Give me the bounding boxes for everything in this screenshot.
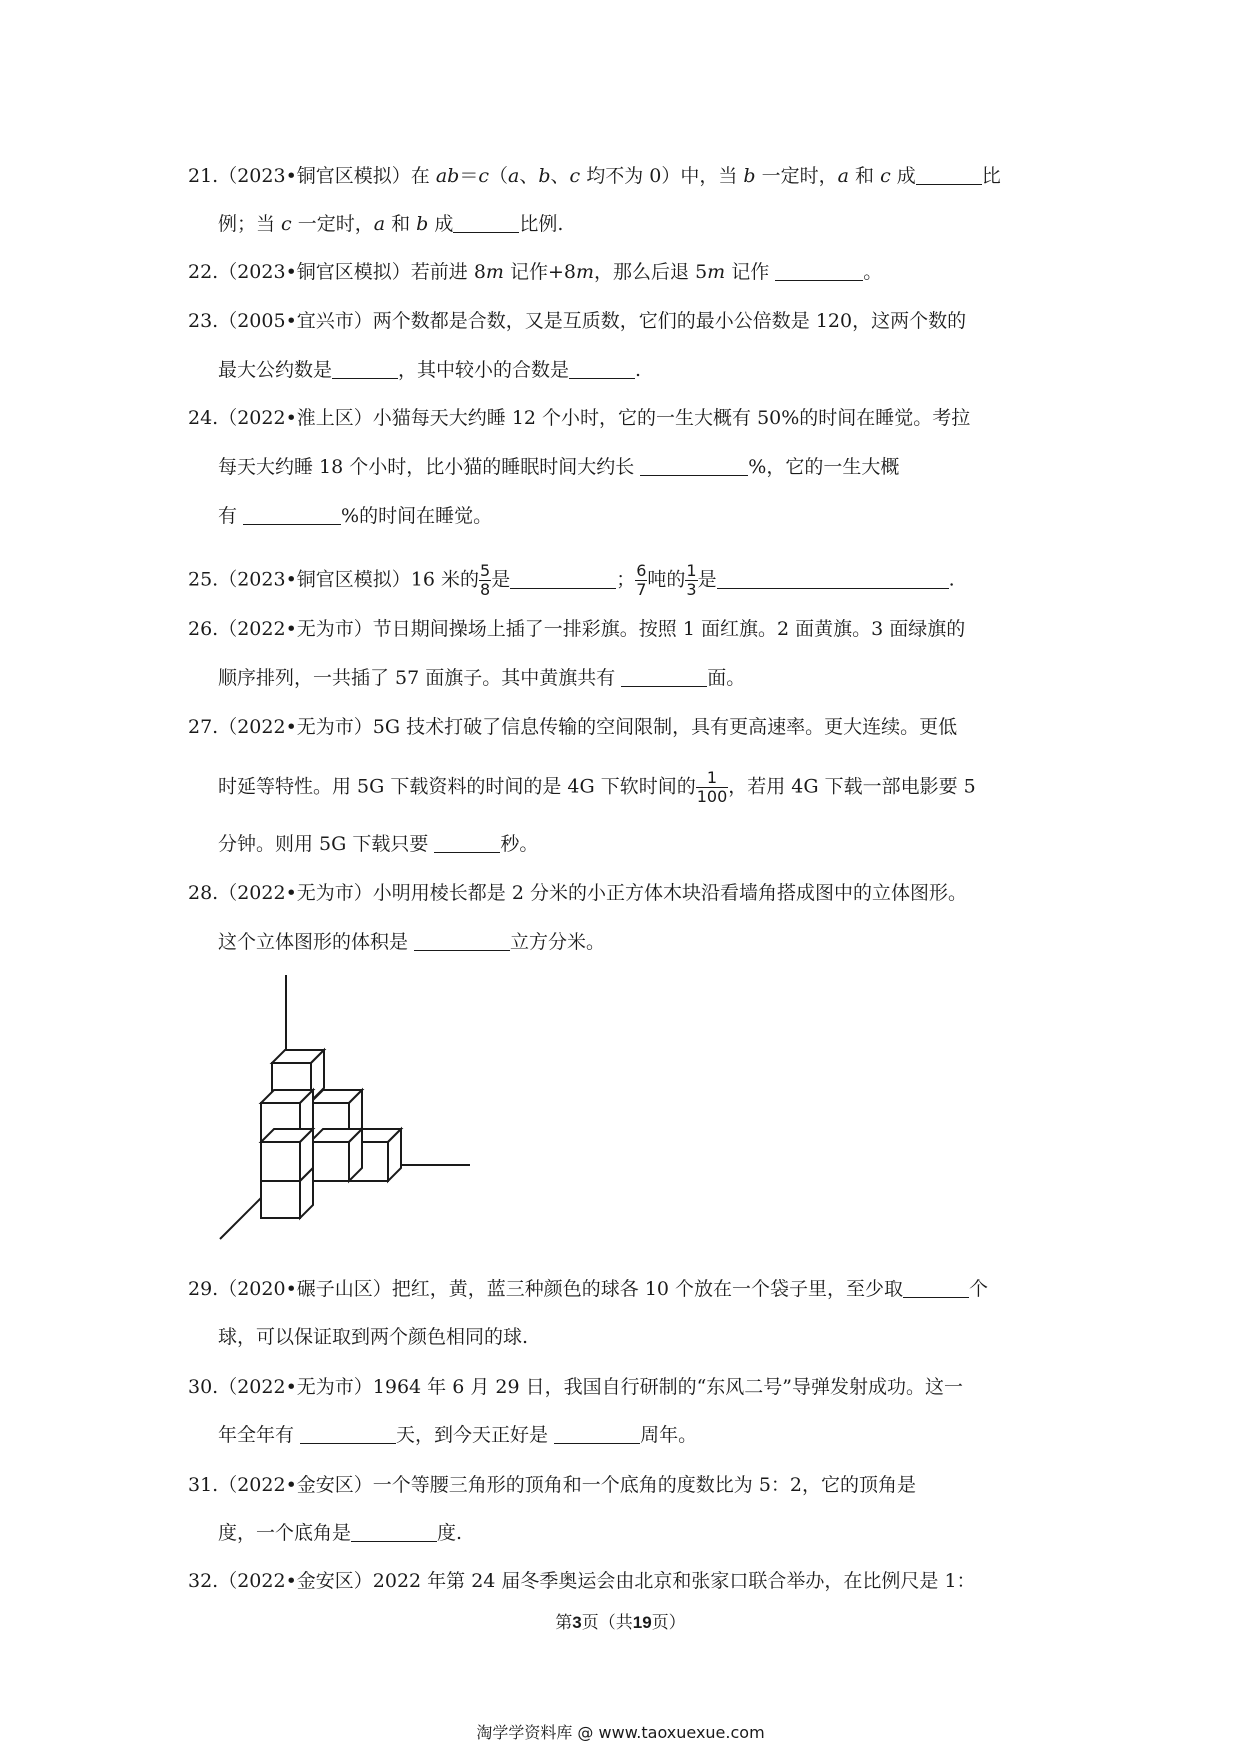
answer-blank[interactable] (351, 1521, 437, 1542)
question-22: 22.（2023•铜官区模拟）若前进 8m 记作+8m，那么后退 5m 记作 。 (188, 261, 883, 283)
answer-blank[interactable] (510, 568, 616, 589)
question-30-line-1: 30.（2022•无为市）1964 年 6 月 29 日，我国自行研制的“东风二号”导弹发射成功。这一 (188, 1376, 964, 1398)
answer-blank[interactable] (916, 164, 982, 185)
answer-blank[interactable] (332, 358, 398, 379)
answer-blank[interactable] (300, 1423, 396, 1444)
question-21-line-2: 例；当 c 一定时，a 和 b 成 比例. (218, 213, 564, 235)
question-31-line-2: 度，一个底角是 度. (218, 1522, 463, 1544)
fraction-1-100: $\frac{1}{100}$ (696, 768, 728, 806)
page-number: 第3页（共19页） (555, 1613, 686, 1633)
question-24-line-1: 24.（2022•淮上区）小猫每天大约睡 12 个小时，它的一生大概有 50%的时间在睡觉。考拉 (188, 407, 971, 429)
question-25: 25.（2023•铜官区模拟）16 米的 $\frac{5}{8}$ 是 ； $\frac{6}{7}$ 吨的 $\frac{1}{3}$ 是 . (188, 561, 955, 599)
question-27-line-1: 27.（2022•无为市）5G 技术打破了信息传输的空间限制，具有更高速率。更大连续。更低 (188, 716, 958, 738)
question-29-line-2: 球，可以保证取到两个颜色相同的球. (218, 1326, 529, 1348)
answer-blank[interactable] (453, 212, 519, 233)
question-23-line-1: 23.（2005•宜兴市）两个数都是合数，又是互质数，它们的最小公倍数是 120，这两个数的 (188, 310, 967, 332)
question-28-line-2: 这个立体图形的体积是 立方分米。 (218, 931, 606, 953)
question-27-line-3: 分钟。则用 5G 下载只要 秒。 (218, 833, 539, 855)
answer-blank[interactable] (640, 455, 748, 476)
answer-blank[interactable] (717, 568, 949, 589)
answer-blank[interactable] (243, 504, 341, 525)
question-29-line-1: 29.（2020•碾子山区）把红，黄，蓝三种颜色的球各 10 个放在一个袋子里，至少取 个 (188, 1278, 989, 1300)
question-32-line-1: 32.（2022•金安区）2022 年第 24 届冬季奥运会由北京和张家口联合举办，在比例尺是 1： (188, 1570, 976, 1592)
fraction-6-7: $\frac{6}{7}$ (636, 561, 647, 599)
wall-edge-diagonal (220, 1197, 262, 1239)
fraction-5-8: $\frac{5}{8}$ (480, 561, 491, 599)
cube-stack-figure (210, 975, 480, 1255)
question-26-line-2: 顺序排列，一共插了 57 面旗子。其中黄旗共有 面。 (218, 667, 746, 689)
question-30-line-2: 年全年有 天，到今天正好是 周年。 (218, 1424, 698, 1446)
cube (261, 1142, 300, 1181)
question-21-line-1: 21.（2023•铜官区模拟）在 ab＝c（a、b、c 均不为 0）中，当 b 一定时，a 和 c 成 比 (188, 165, 1001, 187)
question-27-line-2: 时延等特性。用 5G 下载资料的时间的是 4G 下软时间的 $\frac{1}{100}$ ，若用 4G 下载一部电影要 5 (218, 768, 976, 806)
answer-blank[interactable] (569, 358, 635, 379)
answer-blank[interactable] (775, 260, 863, 281)
answer-blank[interactable] (903, 1277, 969, 1298)
fraction-1-3: $\frac{1}{3}$ (686, 561, 697, 599)
question-31-line-1: 31.（2022•金安区）一个等腰三角形的顶角和一个底角的度数比为 5：2，它的顶角是 (188, 1474, 916, 1496)
question-26-line-1: 26.（2022•无为市）节日期间操场上插了一排彩旗。按照 1 面红旗。2 面黄旗。3 面绿旗的 (188, 618, 966, 640)
answer-blank[interactable] (621, 666, 707, 687)
cube (310, 1129, 362, 1181)
answer-blank[interactable] (554, 1423, 640, 1444)
source-text: 淘学学资料库 @ www.taoxuexue.com (476, 1723, 765, 1742)
cube (261, 1181, 300, 1218)
question-23-line-2: 最大公约数是 ，其中较小的合数是 . (218, 359, 642, 381)
question-28-line-1: 28.（2022•无为市）小明用棱长都是 2 分米的小正方体木块沿看墙角搭成图中的立体图形。 (188, 882, 967, 904)
answer-blank[interactable] (434, 832, 500, 853)
question-24-line-3: 有 %的时间在睡觉。 (218, 505, 493, 527)
question-24-line-2: 每天大约睡 18 个小时，比小猫的睡眠时间大约长 %，它的一生大概 (218, 456, 900, 478)
answer-blank[interactable] (414, 930, 510, 951)
